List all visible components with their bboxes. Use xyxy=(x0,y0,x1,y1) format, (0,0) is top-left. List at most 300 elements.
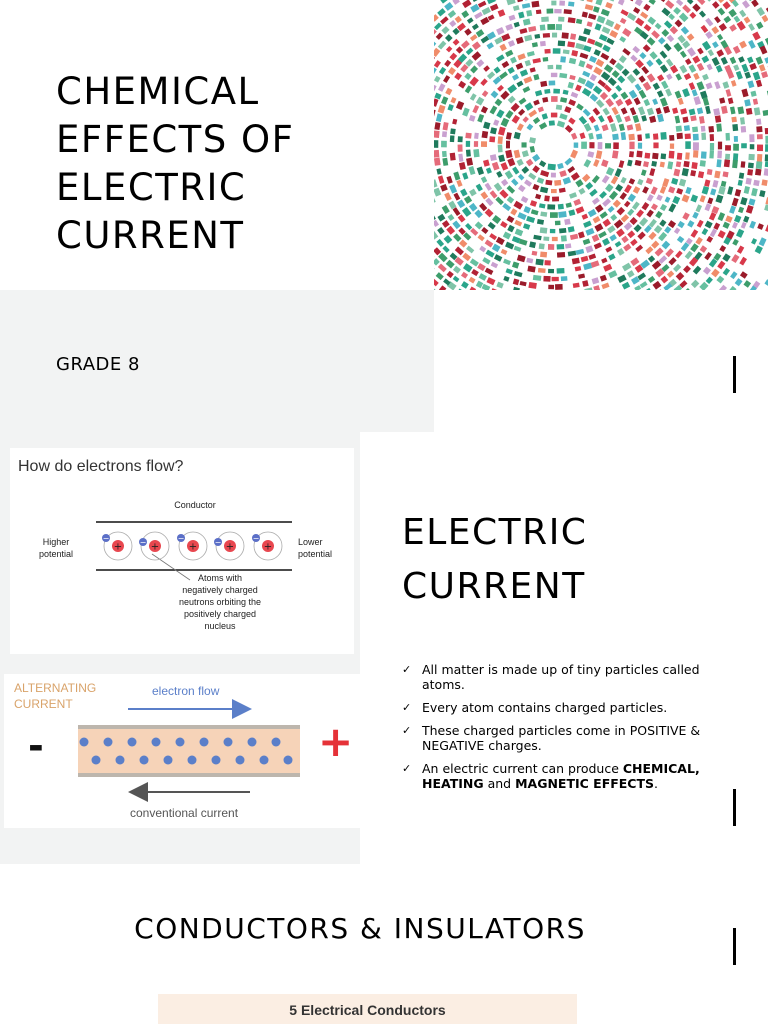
mosaic-tile xyxy=(552,197,559,202)
bullet-text-part: and xyxy=(483,776,516,791)
mosaic-tile xyxy=(629,178,635,185)
mosaic-tile xyxy=(489,233,497,240)
minus-icon: − xyxy=(177,534,185,543)
mosaic-tile xyxy=(444,235,453,244)
mosaic-tile xyxy=(491,90,499,98)
mosaic-tile xyxy=(485,208,494,217)
mosaic-tile xyxy=(492,244,501,252)
mosaic-tile xyxy=(742,0,750,8)
electron-dot xyxy=(248,738,257,747)
mosaic-tile xyxy=(608,270,617,278)
mosaic-tile xyxy=(682,168,689,176)
mosaic-tile xyxy=(747,80,754,88)
mosaic-tile xyxy=(587,21,593,27)
mosaic-tile xyxy=(670,26,678,34)
mosaic-tile xyxy=(540,227,548,233)
mosaic-tile xyxy=(437,8,446,16)
mosaic-tile xyxy=(621,214,629,222)
mosaic-tile xyxy=(624,184,632,193)
mosaic-tile xyxy=(559,228,566,233)
mosaic-tile xyxy=(489,136,495,142)
mosaic-tile xyxy=(592,175,600,183)
mosaic-tile xyxy=(571,133,577,140)
mosaic-tile xyxy=(540,252,547,258)
mosaic-tile xyxy=(526,159,534,167)
mosaic-tile xyxy=(496,27,504,35)
mosaic-tile xyxy=(627,74,636,84)
mosaic-tile xyxy=(509,15,516,21)
mosaic-tile xyxy=(450,135,455,142)
mosaic-tile xyxy=(564,158,572,166)
mosaic-tile xyxy=(500,221,508,228)
mosaic-tile xyxy=(521,142,526,147)
mosaic-tile xyxy=(620,192,627,200)
mosaic-tile xyxy=(682,194,690,202)
mosaic-tile xyxy=(634,285,641,290)
mosaic-tile xyxy=(532,42,538,47)
mosaic-tile xyxy=(689,109,696,116)
mosaic-tile xyxy=(605,2,613,9)
mosaic-tile xyxy=(481,176,487,183)
diagram-panel xyxy=(0,432,360,864)
mosaic-tile xyxy=(485,240,494,248)
mosaic-tile xyxy=(639,90,647,99)
mosaic-tile xyxy=(533,117,540,124)
mosaic-tile xyxy=(645,133,650,138)
mosaic-tile xyxy=(725,154,730,160)
mosaic-tile xyxy=(436,168,441,174)
mosaic-tile xyxy=(578,60,585,67)
mosaic-tile xyxy=(563,177,571,185)
mosaic-tile xyxy=(567,166,575,173)
mosaic-tile xyxy=(645,246,653,254)
mosaic-tile xyxy=(441,96,448,105)
mosaic-tile xyxy=(662,241,671,250)
mosaic-tile xyxy=(664,226,671,233)
mosaic-tile xyxy=(472,51,482,60)
mosaic-tile xyxy=(764,204,768,211)
mosaic-tile xyxy=(475,221,483,229)
mosaic-tile xyxy=(469,115,476,122)
mosaic-tile xyxy=(640,281,648,288)
mosaic-tile xyxy=(705,18,713,27)
mosaic-tile xyxy=(583,238,591,245)
mosaic-tile xyxy=(747,169,753,176)
mosaic-tile xyxy=(683,161,689,167)
mosaic-tile xyxy=(707,64,713,71)
mosaic-tile xyxy=(741,143,747,148)
mosaic-tile xyxy=(469,277,476,284)
mosaic-tile xyxy=(675,19,683,27)
mosaic-tile xyxy=(632,46,640,54)
mosaic-tile xyxy=(503,259,511,265)
mosaic-tile xyxy=(738,56,745,63)
mosaic-tile xyxy=(483,65,490,72)
mosaic-tile xyxy=(659,219,666,226)
mosaic-tile xyxy=(491,288,498,290)
mosaic-tile xyxy=(619,160,625,168)
mosaic-tile xyxy=(474,12,483,19)
electron-dot xyxy=(200,738,209,747)
mosaic-tile xyxy=(592,234,600,242)
mosaic-tile xyxy=(588,13,596,20)
mosaic-tile xyxy=(523,19,531,26)
mosaic-tile xyxy=(578,0,584,1)
mosaic-tile xyxy=(559,73,567,78)
mosaic-tile xyxy=(438,41,447,50)
mosaic-tile xyxy=(646,60,653,67)
plus-icon: + xyxy=(225,541,235,553)
mosaic-tile xyxy=(514,150,521,159)
mosaic-tile xyxy=(660,51,668,59)
mosaic-tile xyxy=(647,108,654,116)
mosaic-tile xyxy=(531,1,539,8)
electron-dot xyxy=(236,756,245,765)
mosaic-tile xyxy=(703,97,710,106)
mosaic-tile xyxy=(526,216,535,223)
mosaic-tile xyxy=(576,19,582,24)
mosaic-tile xyxy=(434,14,439,22)
mosaic-tile xyxy=(593,216,601,223)
mosaic-tile xyxy=(633,186,640,194)
mosaic-tile xyxy=(479,203,487,211)
mosaic-tile xyxy=(496,54,505,62)
mosaic-tile xyxy=(518,12,524,19)
mosaic-tile xyxy=(710,229,717,238)
mosaic-tile xyxy=(466,150,471,157)
mosaic-tile xyxy=(448,10,456,18)
bullet-bold-part: MAGNETIC EFFECTS xyxy=(515,776,655,791)
mosaic-tile xyxy=(657,74,664,81)
mosaic-tile xyxy=(612,70,620,78)
mosaic-tile xyxy=(627,0,634,1)
mosaic-tile xyxy=(696,204,703,212)
mosaic-tile xyxy=(524,179,532,186)
mosaic-tile xyxy=(520,281,527,286)
mosaic-tile xyxy=(557,121,565,128)
mosaic-tile xyxy=(685,152,690,159)
mosaic-tile xyxy=(627,13,636,21)
mosaic-tile xyxy=(493,119,499,126)
minus-icon: − xyxy=(252,534,260,543)
mosaic-tile xyxy=(436,33,443,40)
mosaic-tile xyxy=(600,53,609,61)
mosaic-tile xyxy=(439,285,446,290)
mosaic-tile xyxy=(441,141,447,148)
mosaic-tile xyxy=(620,9,628,16)
mosaic-tile xyxy=(598,115,605,123)
mosaic-tile xyxy=(564,219,570,225)
mosaic-tile xyxy=(679,65,687,74)
mosaic-tile xyxy=(558,204,564,210)
mosaic-tile xyxy=(665,0,674,9)
mosaic-tile xyxy=(660,64,668,73)
mosaic-tile xyxy=(697,0,705,5)
band-bottom-edge xyxy=(78,773,300,777)
mosaic-tile xyxy=(712,180,718,188)
mosaic-tile xyxy=(537,219,544,225)
checkmark-icon: ✓ xyxy=(402,701,412,714)
mosaic-tile xyxy=(685,251,693,260)
mosaic-tile xyxy=(477,263,486,271)
mosaic-tile xyxy=(516,37,524,44)
list-item xyxy=(400,700,720,715)
mosaic-tile xyxy=(557,163,564,169)
mosaic-tile xyxy=(474,210,483,219)
mosaic-tile xyxy=(757,134,763,139)
mosaic-tile xyxy=(652,281,661,290)
mosaic-tile xyxy=(434,179,438,188)
mosaic-tile xyxy=(629,151,634,157)
mosaic-tile xyxy=(677,221,684,228)
mosaic-tile xyxy=(547,204,555,209)
electron-dot xyxy=(284,756,293,765)
mosaic-tile xyxy=(482,7,491,15)
mosaic-tile xyxy=(495,197,504,205)
mosaic-tile xyxy=(434,76,441,83)
mosaic-tile xyxy=(485,198,493,207)
mosaic-tile xyxy=(733,46,741,54)
mosaic-tile xyxy=(434,150,439,158)
mosaic-tile xyxy=(479,246,486,253)
mosaic-tile xyxy=(581,142,587,149)
mosaic-tile xyxy=(630,239,638,246)
mosaic-tile xyxy=(671,178,678,185)
mosaic-tile xyxy=(634,97,641,105)
mosaic-tile xyxy=(756,7,765,16)
mosaic-tile xyxy=(434,22,442,30)
mosaic-tile xyxy=(615,99,623,107)
mosaic-tile xyxy=(496,109,504,118)
mosaic-tile xyxy=(556,105,562,110)
bullet-text: Every atom contains charged particles. xyxy=(422,700,668,715)
mosaic-tile xyxy=(660,132,666,140)
mosaic-tile xyxy=(633,7,640,14)
mosaic-tile xyxy=(450,153,456,161)
mosaic-tile xyxy=(643,288,652,290)
mosaic-tile xyxy=(685,141,691,149)
mosaic-tile xyxy=(617,75,625,83)
mosaic-tile xyxy=(559,1,565,6)
label-line: potential xyxy=(298,549,333,559)
bullet-text-part: . xyxy=(654,776,658,791)
mosaic-tile xyxy=(697,220,704,228)
mosaic-tile xyxy=(624,222,633,231)
electron-dot xyxy=(104,738,113,747)
mosaic-tile xyxy=(514,220,522,227)
mosaic-tile xyxy=(452,119,457,125)
mosaic-tile xyxy=(548,244,554,250)
mosaic-tile xyxy=(565,125,573,133)
mosaic-tile xyxy=(519,239,528,246)
mosaic-tile xyxy=(667,161,673,169)
mosaic-tile xyxy=(660,186,667,194)
mosaic-tile xyxy=(505,170,513,179)
mosaic-tile xyxy=(434,140,438,148)
mosaic-tile xyxy=(755,245,763,254)
mosaic-tile xyxy=(731,117,737,123)
mosaic-tile xyxy=(554,9,561,14)
mosaic-tile xyxy=(508,67,515,74)
mosaic-tile xyxy=(458,144,463,151)
electron-dot xyxy=(260,756,269,765)
card-title: 5 Electrical Conductors xyxy=(289,1002,446,1018)
mosaic-tile xyxy=(759,190,765,197)
mosaic-tile xyxy=(687,220,694,227)
mosaic-tile xyxy=(476,184,483,192)
mosaic-tile xyxy=(607,225,616,233)
mosaic-tile xyxy=(529,137,536,143)
mosaic-tile xyxy=(673,42,682,52)
mosaic-tile xyxy=(552,277,559,281)
mosaic-tile xyxy=(468,166,475,175)
mosaic-tile xyxy=(496,171,502,178)
mosaic-tile xyxy=(574,142,579,147)
mosaic-tile xyxy=(733,144,739,151)
mosaic-tile xyxy=(434,258,440,265)
mosaic-tile xyxy=(507,84,517,93)
mosaic-tile xyxy=(438,105,446,114)
mosaic-tile xyxy=(615,62,624,71)
mosaic-tile xyxy=(749,63,757,70)
mosaic-tile xyxy=(463,232,471,240)
mosaic-tile xyxy=(589,142,594,148)
mosaic-tile xyxy=(499,44,506,52)
mosaic-tile xyxy=(570,234,578,240)
mosaic-tile xyxy=(601,159,609,167)
mosaic-tile xyxy=(670,65,678,74)
mosaic-tile xyxy=(576,103,584,110)
mosaic-tile xyxy=(652,153,659,160)
label-line: Lower xyxy=(298,537,323,547)
mosaic-tile xyxy=(569,192,577,199)
mosaic-tile xyxy=(576,206,585,214)
mosaic-tile xyxy=(446,46,452,52)
mosaic-tile xyxy=(446,176,452,184)
mosaic-tile xyxy=(470,258,479,266)
mosaic-tile xyxy=(649,51,657,59)
mosaic-tile xyxy=(679,179,686,187)
mosaic-tile xyxy=(434,278,439,286)
mosaic-tile xyxy=(483,160,490,167)
mosaic-tile xyxy=(651,161,657,167)
mosaic-tile xyxy=(548,285,554,290)
electron-dot xyxy=(164,756,173,765)
radial-mosaic-icon xyxy=(434,0,768,290)
mosaic-tile xyxy=(511,103,520,112)
mosaic-tile xyxy=(641,66,649,74)
mosaic-tile xyxy=(634,224,642,232)
mosaic-tile xyxy=(690,243,699,252)
mosaic-tile xyxy=(538,107,544,113)
conductor-band xyxy=(78,725,300,777)
mosaic-tile xyxy=(543,236,549,241)
mosaic-tile xyxy=(571,172,580,181)
mosaic-tile xyxy=(506,141,510,149)
mosaic-tile xyxy=(478,234,485,241)
mosaic-tile xyxy=(701,25,709,33)
mosaic-tile xyxy=(648,276,655,283)
mosaic-tile xyxy=(568,99,576,106)
mosaic-tile xyxy=(570,33,576,40)
mosaic-tile xyxy=(630,107,637,115)
mosaic-tile xyxy=(664,43,672,51)
mosaic-tile xyxy=(740,197,747,205)
mosaic-tile xyxy=(466,246,474,254)
mosaic-tile xyxy=(621,236,629,243)
mosaic-tile xyxy=(715,195,723,204)
mosaic-tile xyxy=(505,150,512,159)
mosaic-tile xyxy=(680,51,687,58)
mosaic-tile xyxy=(447,104,453,111)
mosaic-tile xyxy=(528,26,536,32)
mosaic-tile xyxy=(441,26,449,34)
mosaic-tile xyxy=(689,12,696,19)
mosaic-tile xyxy=(701,126,706,132)
mosaic-tile xyxy=(465,223,472,230)
mosaic-tile xyxy=(722,253,730,262)
mosaic-tile xyxy=(530,200,537,207)
mosaic-tile xyxy=(721,106,728,114)
mosaic-tile xyxy=(665,88,672,96)
mosaic-tile xyxy=(641,169,647,176)
mosaic-tile xyxy=(587,0,594,3)
mosaic-tile xyxy=(610,123,617,132)
mosaic-tile xyxy=(681,242,690,251)
mosaic-tile xyxy=(477,114,484,123)
mosaic-tile xyxy=(635,83,642,91)
mosaic-tile xyxy=(486,250,495,258)
mosaic-tile xyxy=(550,229,555,233)
mosaic-tile xyxy=(551,73,557,77)
plus-icon: + xyxy=(150,541,160,553)
mosaic-tile xyxy=(668,203,676,212)
bullet-list xyxy=(400,662,720,799)
mosaic-tile xyxy=(649,0,656,5)
mosaic-tile xyxy=(575,179,583,187)
mosaic-tile xyxy=(465,85,472,93)
mosaic-tile xyxy=(498,9,506,17)
mosaic-tile xyxy=(541,17,549,23)
mosaic-tile xyxy=(480,78,487,86)
mosaic-tile xyxy=(585,182,593,190)
mosaic-tile xyxy=(486,277,495,285)
mosaic-tile xyxy=(507,225,514,233)
mosaic-tile xyxy=(637,134,642,141)
mosaic-tile xyxy=(597,16,606,24)
title-line: CURRENT xyxy=(56,214,245,257)
mosaic-tile xyxy=(702,41,711,51)
title-line: EFFECTS OF xyxy=(56,118,295,161)
mosaic-tile xyxy=(456,46,463,53)
mosaic-tile xyxy=(567,41,575,47)
mosaic-tile xyxy=(462,172,468,179)
mosaic-tile xyxy=(689,64,697,73)
mosaic-tile xyxy=(522,116,528,123)
mosaic-tile xyxy=(461,40,470,49)
mosaic-tile xyxy=(605,184,614,193)
mosaic-tile xyxy=(635,160,642,166)
mosaic-tile xyxy=(600,92,608,100)
mosaic-tile xyxy=(438,175,444,183)
mosaic-tile xyxy=(655,247,664,256)
title-line: ELECTRIC xyxy=(56,166,247,209)
mosaic-tile xyxy=(578,35,587,42)
mosaic-tile xyxy=(513,278,520,285)
mosaic-tile xyxy=(711,269,720,278)
mosaic-tile xyxy=(575,84,582,91)
mosaic-tile xyxy=(665,196,671,202)
